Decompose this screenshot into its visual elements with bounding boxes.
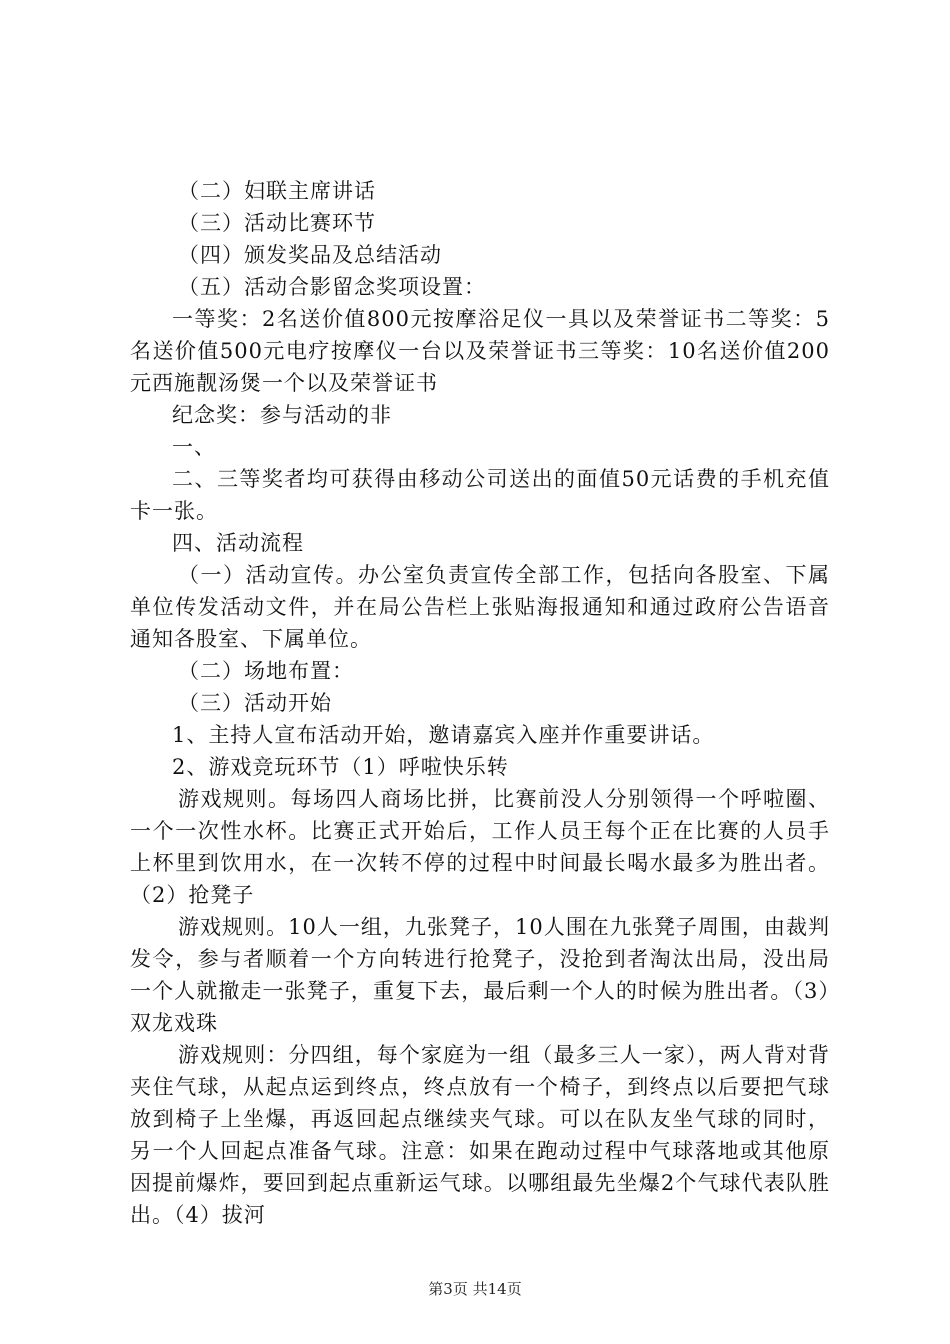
paragraph: （一）活动宣传。办公室负责宣传全部工作，包括向各股室、下属单位传发活动文件，并在局公告栏上张贴海报通知和通过政府公告语音通知各股室、下属单位。	[130, 563, 830, 651]
page-footer	[0, 1278, 950, 1299]
paragraph: 二、三等奖者均可获得由移动公司送出的面值50元话费的手机充值卡一张。	[130, 467, 830, 523]
paragraph: （三）活动开始	[178, 691, 332, 715]
paragraph: 游戏规则：分四组，每个家庭为一组（最多三人一家），两人背对背夹住气球，从起点运到终点，终点放有一个椅子，到终点以后要把气球放到椅子上坐爆，再返回起点继续夹气球。可以在队友坐气球的同时，另一个人回起点准备气球。注意：如果在跑动过程中气球落地或其他原因提前爆炸，要回到起点重新运气球。以哪组最先坐爆2个气球代表队胜出。（4）拔河	[130, 1043, 830, 1227]
paragraph: 游戏规则。每场四人商场比拼，比赛前没人分别领得一个呼啦圈、一个一次性水杯。比赛正式开始后，工作人员王每个正在比赛的人员手上杯里到饮用水，在一次转不停的过程中时间最长喝水最多为胜出者。（2）抢凳子	[130, 787, 830, 907]
paragraph: 纪念奖：参与活动的非	[172, 403, 392, 427]
section-heading: 四、活动流程	[172, 531, 304, 555]
paragraph: 一、	[172, 435, 216, 459]
paragraph: （三）活动比赛环节	[178, 211, 376, 235]
paragraph: 2、游戏竞玩环节（1）呼啦快乐转	[172, 755, 509, 779]
paragraph: 一等奖：2名送价值800元按摩浴足仪一具以及荣誉证书二等奖：5名送价值500元电疗按摩仪一台以及荣誉证书三等奖：10名送价值200元西施靓汤煲一个以及荣誉证书	[130, 307, 830, 395]
paragraph: （二）妇联主席讲话	[178, 179, 376, 203]
page-number: 第3页 共14页	[428, 1280, 522, 1298]
paragraph: （二）场地布置：	[178, 659, 354, 683]
paragraph: 游戏规则。10人一组，九张凳子，10人围在九张凳子周围，由裁判发令，参与者顺着一个方向转进行抢凳子，没抢到者淘汰出局，没出局一个人就撤走一张凳子，重复下去，最后剩一个人的时候为胜出者。（3）双龙戏珠	[130, 915, 830, 1035]
paragraph: （四）颁发奖品及总结活动	[178, 243, 442, 267]
document-body	[130, 175, 830, 1231]
paragraph: 1、主持人宣布活动开始，邀请嘉宾入座并作重要讲话。	[172, 723, 715, 747]
paragraph: （五）活动合影留念奖项设置：	[178, 275, 486, 299]
